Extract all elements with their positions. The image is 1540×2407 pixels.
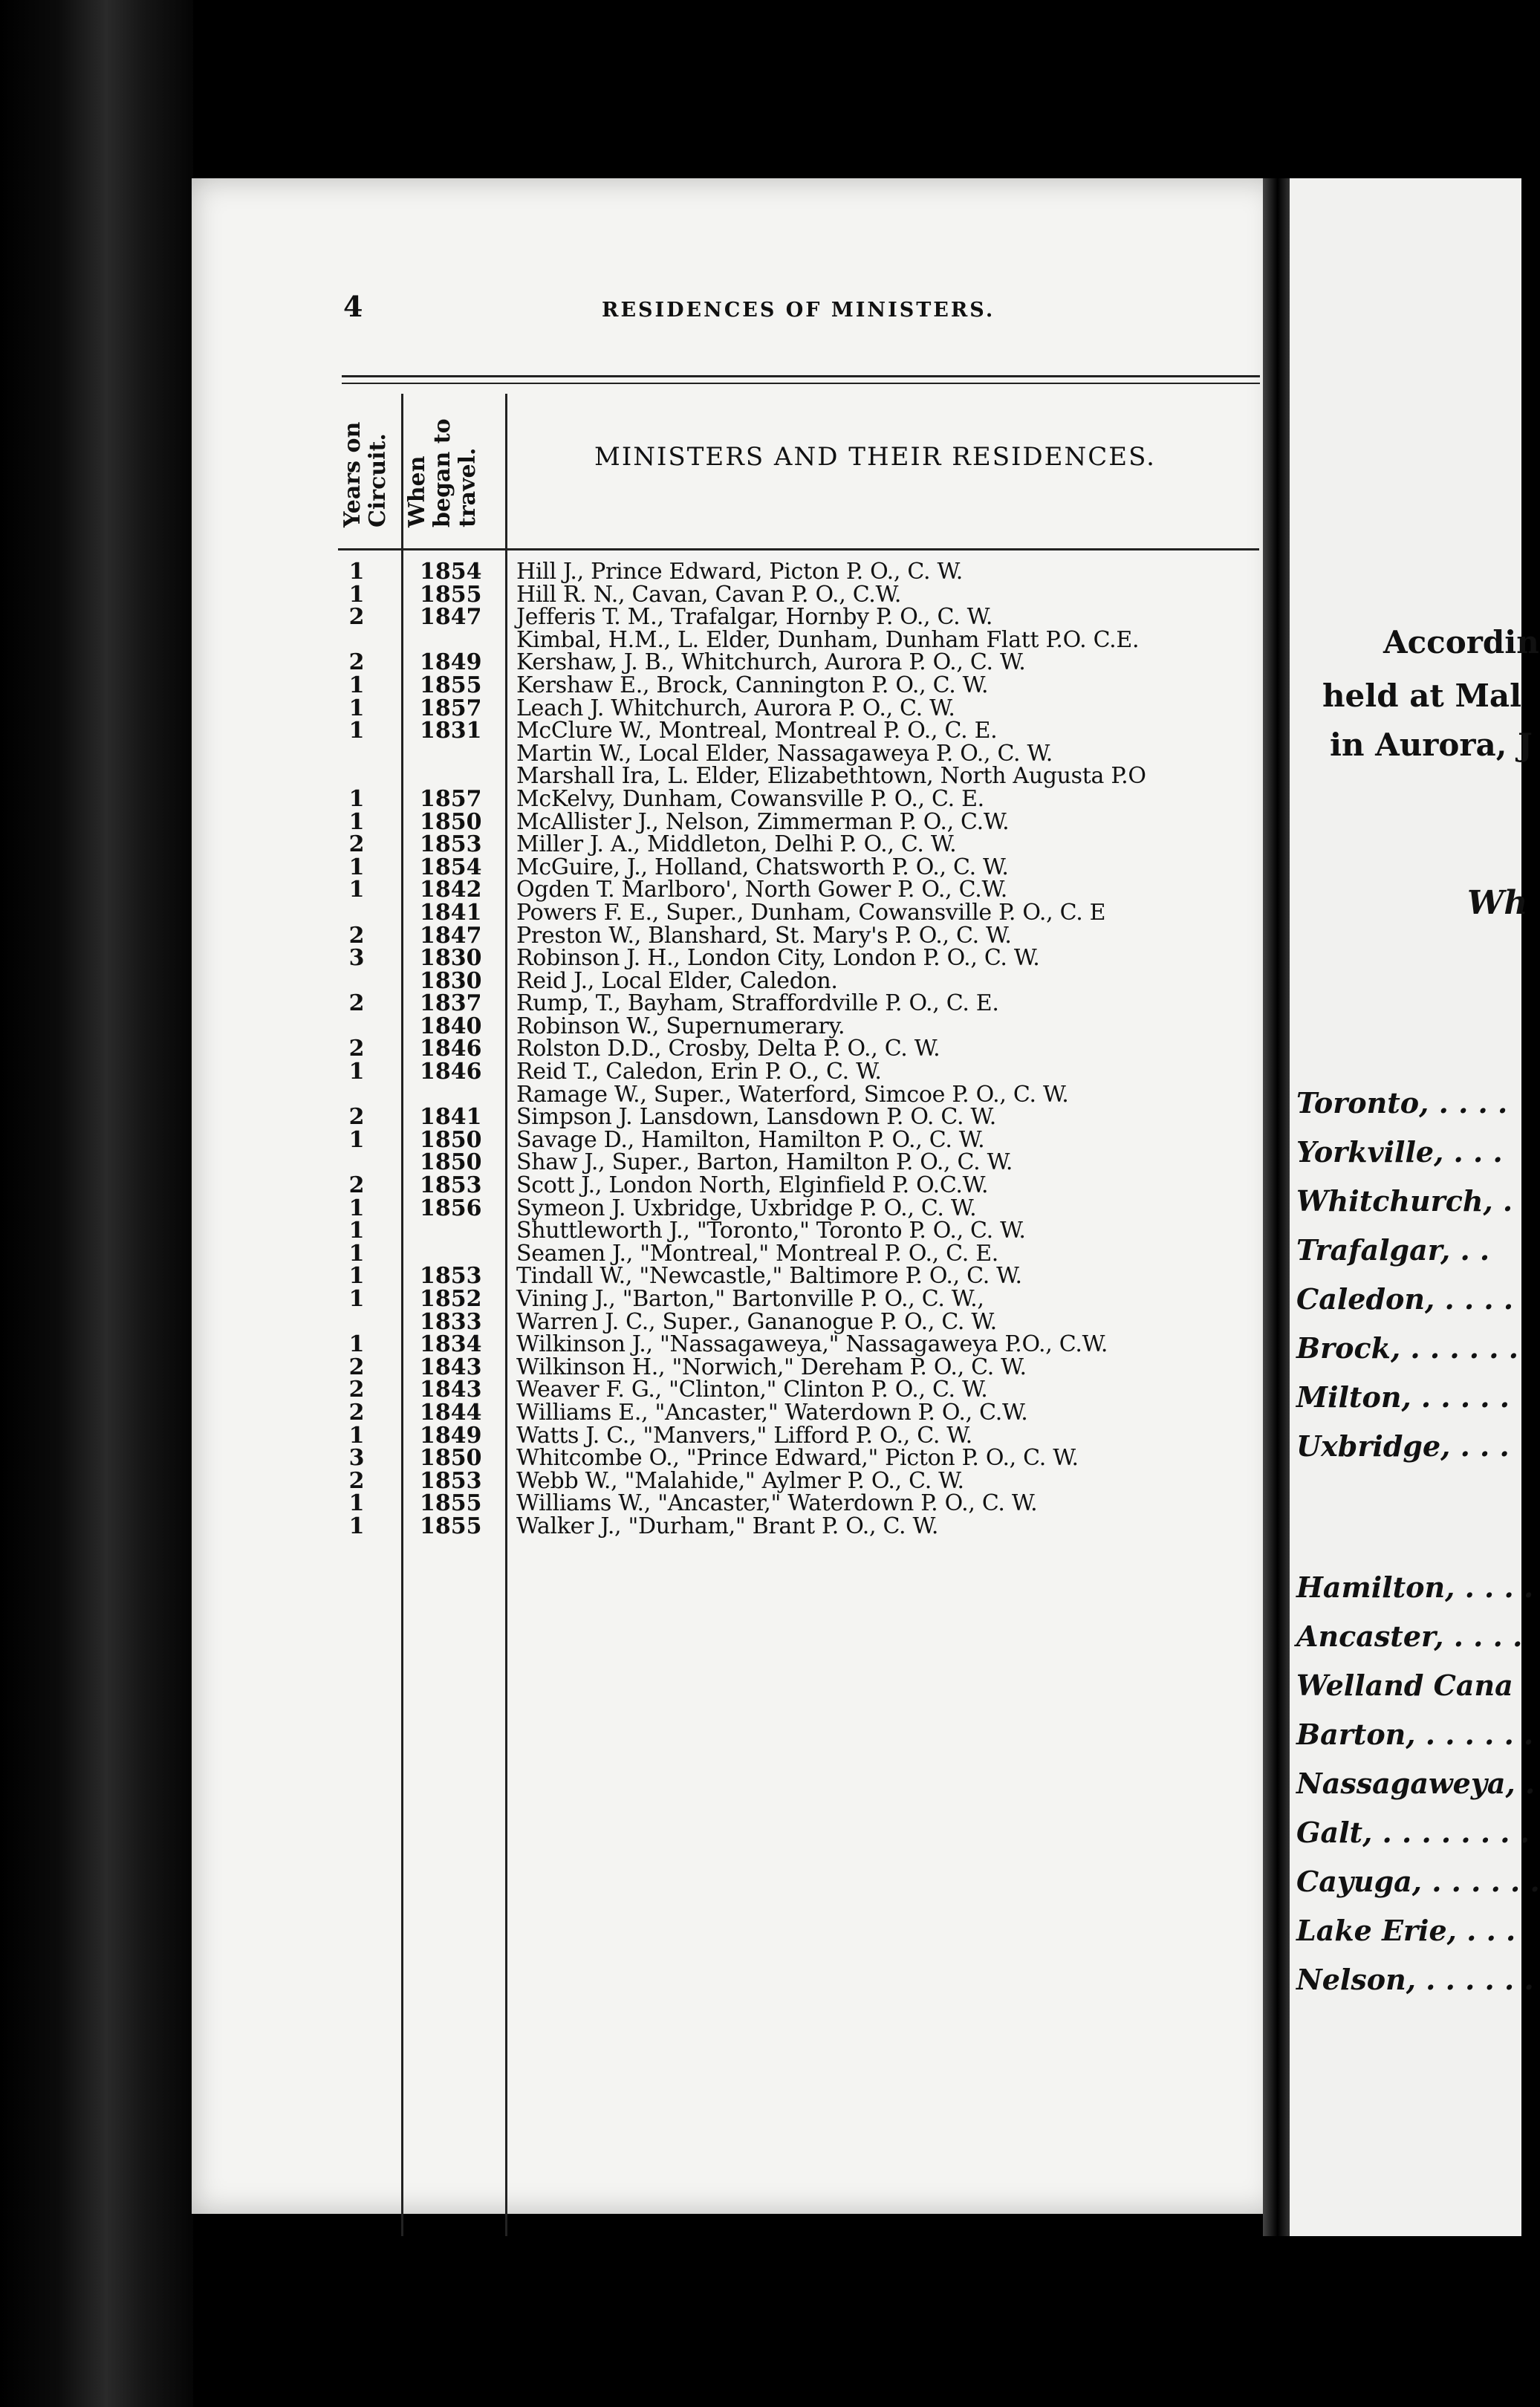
- minister-residence: Hill J., Prince Edward, Picton P. O., C. W.: [516, 559, 963, 585]
- year-began-travel: 1855: [420, 1513, 482, 1539]
- minister-residence: Reid T., Caledon, Erin P. O., C. W.: [516, 1059, 882, 1085]
- table-row: [338, 1106, 1267, 1129]
- years-on-circuit: 1: [348, 877, 365, 903]
- minister-residence: Jefferis T. M., Trafalgar, Hornby P. O., C. W.: [516, 604, 993, 631]
- years-on-circuit: 1: [348, 559, 365, 585]
- book-spine: [0, 0, 193, 2407]
- year-began-travel: 1841: [420, 899, 482, 926]
- year-began-travel: 1849: [420, 649, 482, 676]
- year-began-travel: 1854: [420, 559, 482, 585]
- year-began-travel: 1850: [420, 1126, 482, 1153]
- table-row: [338, 785, 1267, 812]
- table-row: [338, 626, 1267, 653]
- table-row: [338, 649, 1267, 676]
- table-row: [338, 1195, 1267, 1221]
- facing-place: Welland Cana: [1296, 1669, 1513, 1702]
- years-on-circuit: 2: [348, 1377, 365, 1403]
- year-began-travel: 1853: [420, 1263, 482, 1290]
- header-rule: [342, 375, 1260, 377]
- year-began-travel: 1856: [420, 1195, 482, 1221]
- table-row: [338, 1240, 1267, 1267]
- year-began-travel: 1843: [420, 1377, 482, 1403]
- table-row: [338, 1151, 1267, 1175]
- col-header-when-line: travel.: [455, 447, 481, 527]
- running-head: RESIDENCES OF MINISTERS.: [602, 299, 995, 322]
- table-row: [338, 1331, 1267, 1358]
- years-on-circuit: 2: [348, 1036, 365, 1062]
- table-row: [338, 1081, 1267, 1108]
- facing-place: Galt, . . . . . . . .: [1296, 1816, 1530, 1849]
- year-began-travel: 1855: [420, 1490, 482, 1517]
- years-on-circuit: 1: [348, 718, 365, 744]
- year-began-travel: 1842: [420, 877, 482, 903]
- years-on-circuit: 2: [348, 831, 365, 858]
- facing-heading: Wh: [1467, 884, 1528, 922]
- year-began-travel: 1847: [420, 604, 482, 631]
- table-row: [338, 1126, 1267, 1153]
- minister-residence: Webb W., "Malahide," Aylmer P. O., C. W.: [516, 1467, 964, 1494]
- year-began-travel: 1853: [420, 1172, 482, 1199]
- minister-residence: Simpson J. Lansdown, Lansdown P. O. C. W.: [516, 1104, 996, 1131]
- minister-residence: Savage D., Hamilton, Hamilton P. O., C. W.: [516, 1126, 985, 1153]
- minister-residence: Shuttleworth J., "Toronto," Toronto P. O., C. W.: [516, 1218, 1026, 1244]
- year-began-travel: 1830: [420, 967, 482, 994]
- facing-line-2: held at Mal: [1322, 678, 1522, 714]
- facing-place: Trafalgar, . .: [1296, 1233, 1490, 1267]
- minister-residence: McAllister J., Nelson, Zimmerman P. O., C.W.: [516, 808, 1010, 835]
- minister-residence: Seamen J., "Montreal," Montreal P. O., C. E.: [516, 1240, 999, 1267]
- minister-residence: Robinson W., Supernumerary.: [516, 1013, 845, 1039]
- minister-residence: Martin W., Local Elder, Nassagaweya P. O., C. W.: [516, 740, 1053, 767]
- minister-residence: Ramage W., Super., Waterford, Simcoe P. O., C. W.: [516, 1081, 1069, 1108]
- minister-residence: Kershaw E., Brock, Cannington P. O., C. W.: [516, 672, 989, 698]
- year-began-travel: 1831: [420, 718, 482, 744]
- year-began-travel: 1837: [420, 990, 482, 1017]
- facing-line-3: in Aurora, J: [1330, 727, 1533, 763]
- minister-residence: Wilkinson J., "Nassagaweya," Nassagaweya P.O., C.W.: [516, 1331, 1108, 1358]
- year-began-travel: 1840: [420, 1013, 482, 1039]
- table-row: [338, 765, 1267, 788]
- years-on-circuit: 3: [348, 1445, 365, 1472]
- table-row: [338, 1172, 1267, 1199]
- table-row: [338, 720, 1267, 743]
- table-row: [338, 808, 1267, 835]
- table-row: [338, 854, 1267, 880]
- years-on-circuit: 2: [348, 1399, 365, 1426]
- years-on-circuit: 2: [348, 1467, 365, 1494]
- col-header-when: [405, 418, 481, 527]
- year-began-travel: 1833: [420, 1308, 482, 1335]
- years-on-circuit: 1: [348, 854, 365, 880]
- facing-place: Nelson, . . . . . .: [1296, 1963, 1534, 1996]
- years-on-circuit: 1: [348, 1263, 365, 1290]
- table-row: [338, 947, 1267, 970]
- facing-place: Whitchurch, .: [1296, 1184, 1513, 1218]
- minister-residence: Watts J. C., "Manvers," Lifford P. O., C. W.: [516, 1422, 972, 1449]
- years-on-circuit: 1: [348, 1218, 365, 1244]
- minister-residence: Tindall W., "Newcastle," Baltimore P. O., C. W.: [516, 1263, 1022, 1290]
- minister-residence: Kimbal, H.M., L. Elder, Dunham, Dunham Flatt P.O. C.E.: [516, 626, 1140, 653]
- year-began-travel: 1850: [420, 1149, 482, 1176]
- year-began-travel: 1847: [420, 922, 482, 949]
- table-row: [338, 581, 1267, 608]
- years-on-circuit: 1: [348, 1513, 365, 1539]
- minister-residence: McGuire, J., Holland, Chatsworth P. O., C. W.: [516, 854, 1009, 880]
- facing-place: Hamilton, . . . .: [1296, 1570, 1534, 1604]
- years-on-circuit: 1: [348, 1422, 365, 1449]
- table-header-rule: [338, 548, 1259, 550]
- facing-place: Brock, . . . . . .: [1296, 1331, 1518, 1365]
- minister-residence: Shaw J., Super., Barton, Hamilton P. O., C. W.: [516, 1149, 1013, 1176]
- year-began-travel: 1853: [420, 831, 482, 858]
- years-on-circuit: 2: [348, 604, 365, 631]
- table-row: [338, 967, 1267, 994]
- years-on-circuit: 2: [348, 649, 365, 676]
- minister-residence: Leach J. Whitchurch, Aurora P. O., C. W.: [516, 695, 955, 721]
- year-began-travel: 1854: [420, 854, 482, 880]
- years-on-circuit: 1: [348, 1331, 365, 1358]
- years-on-circuit: 1: [348, 1490, 365, 1517]
- years-on-circuit: 1: [348, 1240, 365, 1267]
- years-on-circuit: 1: [348, 808, 365, 835]
- year-began-travel: 1857: [420, 695, 482, 721]
- minister-residence: Reid J., Local Elder, Caledon.: [516, 967, 838, 994]
- minister-residence: Walker J., "Durham," Brant P. O., C. W.: [516, 1513, 939, 1539]
- year-began-travel: 1834: [420, 1331, 482, 1358]
- year-began-travel: 1855: [420, 581, 482, 608]
- table-row: [338, 740, 1267, 767]
- col-header-when-line: When: [404, 455, 430, 527]
- table-row: [338, 1061, 1267, 1084]
- facing-place: Caledon, . . . .: [1296, 1282, 1514, 1316]
- table-row: [338, 1308, 1267, 1335]
- year-began-travel: 1857: [420, 785, 482, 812]
- minister-residence: Weaver F. G., "Clinton," Clinton P. O., C. W.: [516, 1377, 988, 1403]
- year-began-travel: 1844: [420, 1399, 482, 1426]
- facing-line-1: Accordin: [1383, 624, 1539, 660]
- minister-residence: Vining J., "Barton," Bartonville P. O., C. W.,: [516, 1286, 984, 1312]
- minister-residence: Warren J. C., Super., Gananogue P. O., C. W.: [516, 1308, 997, 1335]
- years-on-circuit: 2: [348, 922, 365, 949]
- table-row: [338, 1354, 1267, 1380]
- col-header-years-line: Years on: [339, 421, 365, 527]
- table-row: [338, 922, 1267, 949]
- years-on-circuit: 2: [348, 1354, 365, 1380]
- table-row: [338, 561, 1267, 584]
- table-row: [338, 606, 1267, 629]
- minister-residence: Rolston D.D., Crosby, Delta P. O., C. W.: [516, 1036, 940, 1062]
- minister-residence: Williams E., "Ancaster," Waterdown P. O., C.W.: [516, 1399, 1028, 1426]
- years-on-circuit: 1: [348, 581, 365, 608]
- years-on-circuit: 1: [348, 1059, 365, 1085]
- years-on-circuit: 1: [348, 785, 365, 812]
- years-on-circuit: 1: [348, 1195, 365, 1221]
- minister-residence: Preston W., Blanshard, St. Mary's P. O., C. W.: [516, 922, 1012, 949]
- table-row: [338, 831, 1267, 858]
- table-row: [338, 1220, 1267, 1243]
- year-began-travel: 1849: [420, 1422, 482, 1449]
- minister-residence: Williams W., "Ancaster," Waterdown P. O., C. W.: [516, 1490, 1038, 1517]
- minister-residence: Symeon J. Uxbridge, Uxbridge P. O., C. W.: [516, 1195, 977, 1221]
- minister-residence: Hill R. N., Cavan, Cavan P. O., C.W.: [516, 581, 902, 608]
- table-row: [338, 1422, 1267, 1449]
- year-began-travel: 1846: [420, 1059, 482, 1085]
- years-on-circuit: 2: [348, 1172, 365, 1199]
- table-row: [338, 1379, 1267, 1402]
- years-on-circuit: 1: [348, 695, 365, 721]
- facing-place: Lake Erie, . . .: [1296, 1914, 1516, 1947]
- facing-place: Uxbridge, . . .: [1296, 1429, 1510, 1463]
- facing-place: Cayuga, . . . . . .: [1296, 1865, 1540, 1898]
- year-began-travel: 1843: [420, 1354, 482, 1380]
- minister-residence: Scott J., London North, Elginfield P. O.C.W.: [516, 1172, 989, 1199]
- table-row: [338, 1513, 1267, 1539]
- years-on-circuit: 2: [348, 1104, 365, 1131]
- facing-place: Nassagaweya, .: [1296, 1767, 1536, 1800]
- year-began-travel: 1846: [420, 1036, 482, 1062]
- page-gutter: [1263, 178, 1290, 2236]
- table-row: [338, 1467, 1267, 1494]
- minister-residence: Kershaw, J. B., Whitchurch, Aurora P. O., C. W.: [516, 649, 1026, 676]
- table-row: [338, 1447, 1267, 1470]
- facing-place: Yorkville, . . .: [1296, 1135, 1503, 1169]
- minister-residence: Rump, T., Bayham, Straffordville P. O., C. E.: [516, 990, 999, 1017]
- col-header-when-line: began to: [429, 418, 455, 527]
- year-began-travel: 1855: [420, 672, 482, 698]
- col-header-years: [340, 422, 391, 527]
- minister-residence: Wilkinson H., "Norwich," Dereham P. O., C. W.: [516, 1354, 1027, 1380]
- header-rule-thin: [342, 383, 1260, 384]
- table-row: [338, 899, 1267, 926]
- table-row: [338, 1038, 1267, 1061]
- minister-residence: Ogden T. Marlboro', North Gower P. O., C.W.: [516, 877, 1007, 903]
- table-row: [338, 1492, 1267, 1516]
- years-on-circuit: 1: [348, 672, 365, 698]
- year-began-travel: 1853: [420, 1467, 482, 1494]
- minister-residence: Miller J. A., Middleton, Delhi P. O., C. W.: [516, 831, 957, 858]
- minister-residence: Marshall Ira, L. Elder, Elizabethtown, North Augusta P.O: [516, 763, 1146, 790]
- years-on-circuit: 2: [348, 990, 365, 1017]
- table-row: [338, 1399, 1267, 1426]
- minister-residence: Powers F. E., Super., Dunham, Cowansville P. O., C. E: [516, 899, 1106, 926]
- minister-residence: Robinson J. H., London City, London P. O., C. W.: [516, 945, 1040, 972]
- col-header-years-line: Circuit.: [365, 433, 391, 527]
- page-number: 4: [343, 290, 363, 323]
- table-row: [338, 990, 1267, 1017]
- years-on-circuit: 1: [348, 1286, 365, 1312]
- years-on-circuit: 1: [348, 1126, 365, 1153]
- table-row: [338, 695, 1267, 721]
- table-row: [338, 672, 1267, 698]
- right-page: [1278, 178, 1540, 2236]
- table-row: [338, 1288, 1267, 1311]
- year-began-travel: 1850: [420, 1445, 482, 1472]
- year-began-travel: 1830: [420, 945, 482, 972]
- year-began-travel: 1850: [420, 808, 482, 835]
- minister-residence: McClure W., Montreal, Montreal P. O., C. E.: [516, 718, 998, 744]
- facing-place: Barton, . . . . . .: [1296, 1718, 1534, 1751]
- table-row: [338, 1265, 1267, 1288]
- ministers-table: [338, 561, 1267, 1539]
- facing-place: Milton, . . . . .: [1296, 1380, 1510, 1414]
- minister-residence: McKelvy, Dunham, Cowansville P. O., C. E.: [516, 785, 984, 812]
- years-on-circuit: 3: [348, 945, 365, 972]
- table-title: MINISTERS AND THEIR RESIDENCES.: [594, 442, 1156, 472]
- table-row: [338, 1013, 1267, 1039]
- minister-residence: Whitcombe O., "Prince Edward," Picton P. O., C. W.: [516, 1445, 1079, 1472]
- table-row: [338, 879, 1267, 902]
- facing-place: Ancaster, . . . .: [1296, 1620, 1523, 1653]
- facing-place: Toronto, . . . .: [1296, 1086, 1508, 1120]
- year-began-travel: 1852: [420, 1286, 482, 1312]
- year-began-travel: 1841: [420, 1104, 482, 1131]
